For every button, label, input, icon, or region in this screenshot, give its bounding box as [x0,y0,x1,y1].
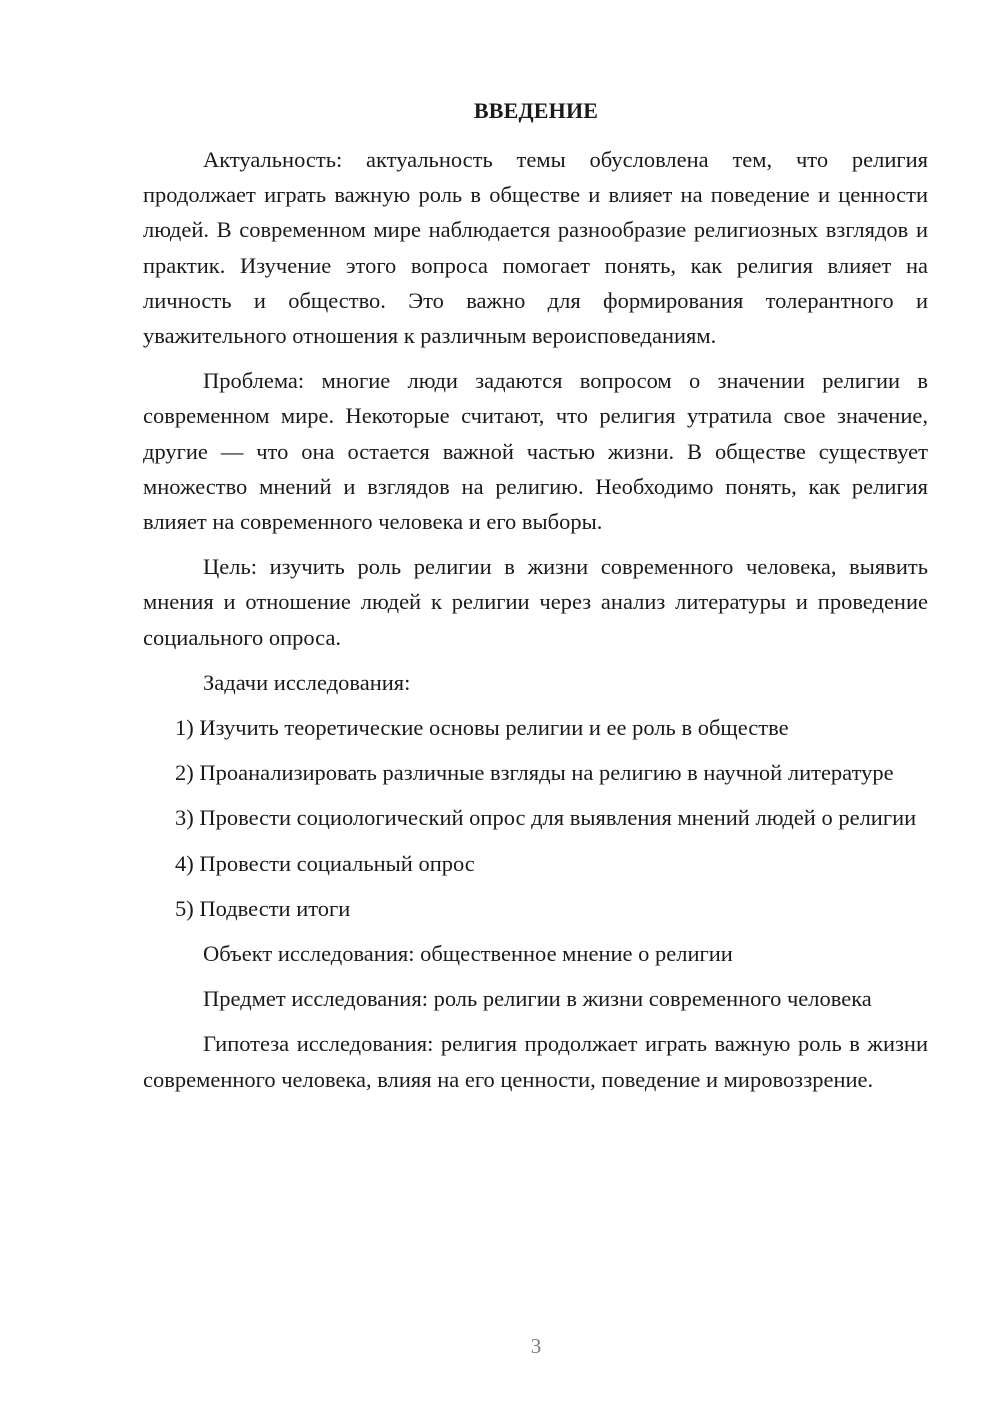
page-number: 3 [530,1334,542,1358]
list-item-task-1: 1) Изучить теоретические основы религии и ее роль в обществе [175,715,789,741]
paragraph-relevance: Актуальность: актуальность темы обусловлена тем, что религия продолжает играть важную роль в обществе и влияет на поведение и ценности людей. В современном мире наблюдается разнообразие религиозных взглядов и практик. Изучение этого вопроса помогает понять, как религия влияет на личность и общество. Это важно для формирования толерантного и уважительного отношения к различным вероисповеданиям. [143,147,928,349]
paragraph-problem: Проблема: многие люди задаются вопросом о значении религии в современном мире. Некоторые считают, что религия утратила свое значение, другие — что она остается важной частью жизни. В обществе существует множество мнений и взглядов на религию. Необходимо понять, как религия влияет на современного человека и его выборы. [143,368,928,535]
list-item-task-3: 3) Провести социологический опрос для выявления мнений людей о религии [175,805,917,831]
paragraph-object: Объект исследования: общественное мнение о религии [203,941,733,967]
paragraph-tasks-heading: Задачи исследования: [203,669,411,695]
list-item-task-4: 4) Провести социальный опрос [175,850,475,876]
list-item-task-5: 5) Подвести итоги [175,895,351,921]
document-body [143,142,928,1097]
paragraph-goal: Цель: изучить роль религии в жизни современного человека, выявить мнения и отношение людей к религии через анализ литературы и проведение социального опроса. [143,554,928,650]
paragraph-subject: Предмет исследования: роль религии в жизни современного человека [203,986,872,1012]
list-item-task-2: 2) Проанализировать различные взгляды на религию в научной литературе [175,760,894,786]
paragraph-hypothesis: Гипотеза исследования: религия продолжает играть важную роль в жизни современного человека, влияя на его ценности, поведение и мировоззрение. [143,1031,928,1092]
page-title: ВВЕДЕНИЕ [473,98,599,123]
